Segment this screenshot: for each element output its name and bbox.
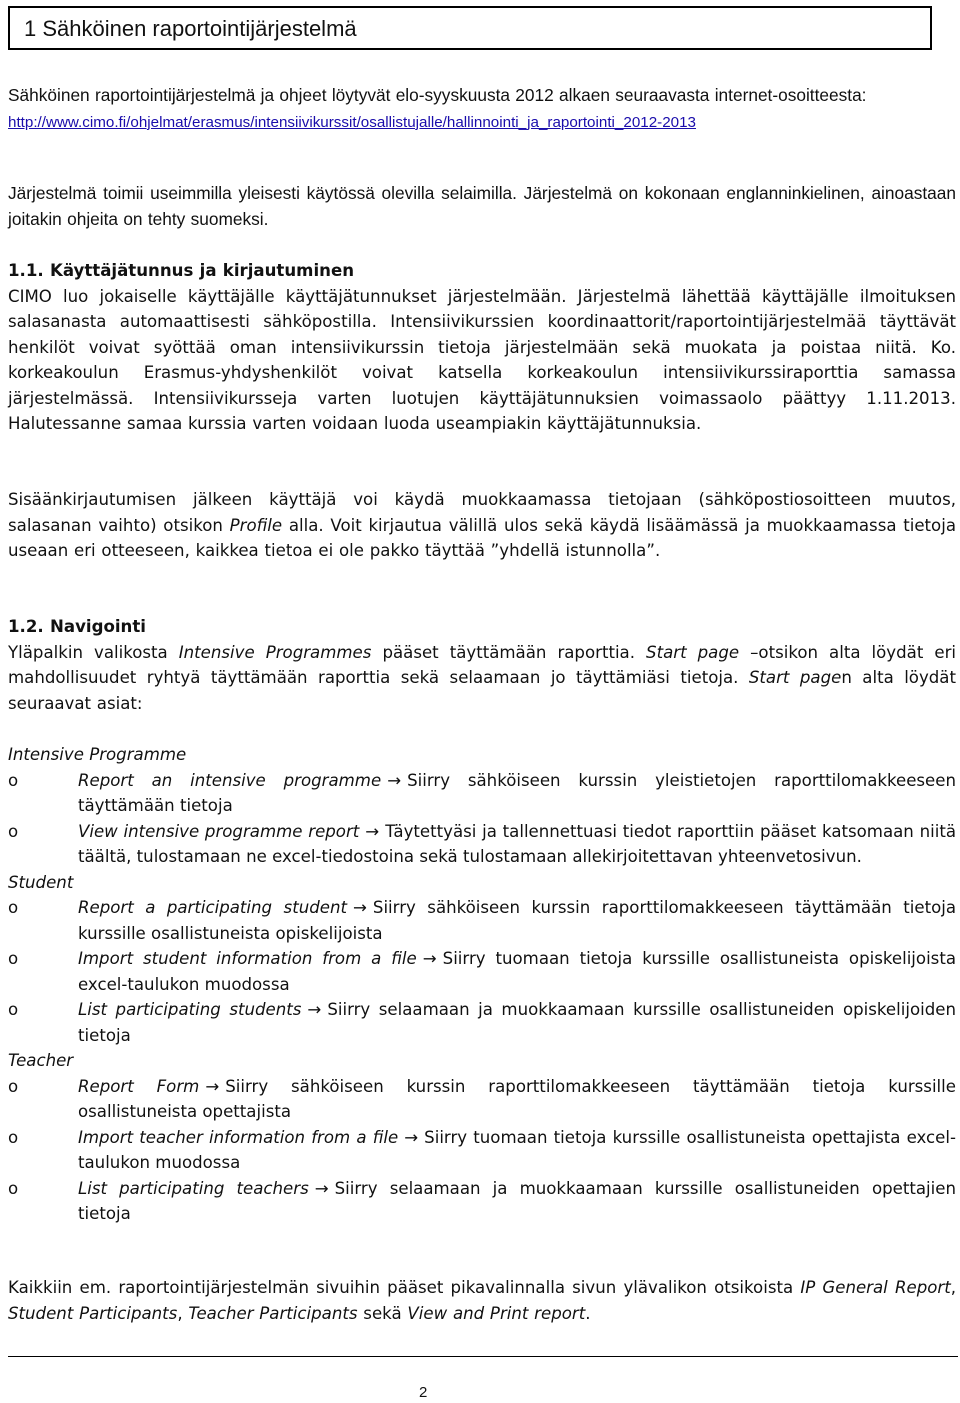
page-number: 2 <box>419 1384 428 1401</box>
list-item <box>8 946 956 997</box>
list-item <box>8 895 956 946</box>
arrow-right-icon: → <box>307 1000 322 1019</box>
menu-option-label: Report an intensive programme <box>78 770 382 790</box>
list-item <box>8 1074 956 1125</box>
browser-note: Järjestelmä toimii useimmilla yleisesti käytössä olevilla selaimilla. Järjestelmä on kokonaan englanninkielinen, ainoastaan joitakin ohjeita on tehty suomeksi. <box>8 183 956 229</box>
bullet: o <box>8 1178 19 1198</box>
chapter-heading-box <box>8 6 932 50</box>
menu-option-description: Siirry sähköiseen kurssin yleistietojen raporttilomakkeeseen täyttämään tietoja <box>78 770 956 815</box>
arrow-right-icon: → <box>205 1076 220 1096</box>
profile-term: Profile <box>229 515 283 535</box>
section-1-1 <box>8 258 956 437</box>
bullet: o <box>8 821 19 841</box>
login-paragraph: Sisäänkirjautumisen jälkeen käyttäjä voi käydä muokkaamassa tietojaan (sähköpostiosoitteen muutos, salasanan vaihto) otsikon Profile alla. Voit kirjautua välillä ulos sekä käydä lisäämässä ja muokkaamassa tietoja useaan eri otteeseen, kaikkea tietoa ei ole pakko täyttää ”yhdellä istunnolla”. <box>8 490 956 560</box>
menu-option-label: Report a participating student <box>78 898 347 917</box>
menu-option-description: Siirry selaamaan ja muokkaamaan kurssille osallistuneiden opiskelijoiden tietoja <box>78 1000 956 1045</box>
list-item <box>8 1176 956 1227</box>
menu-option-description: Täytettyäsi ja tallennettuasi tiedot raporttiin pääset katsomaan niitä täältä, tulostamaan ne excel-tiedostoina sekä tulostamaan allekirjoitettavan yhteenvetosivun. <box>78 821 956 866</box>
intro-text: Sähköinen raportointijärjestelmä ja ohjeet löytyvät elo-syyskuusta 2012 alkaen seuraavasta internet-osoitteesta: <box>8 85 867 105</box>
navigation-list <box>8 742 956 1227</box>
list-item <box>8 997 956 1048</box>
chapter-heading: 1 Sähköinen raportointijärjestelmä <box>24 16 357 41</box>
arrow-right-icon: → <box>365 821 380 841</box>
section-1-1-heading: 1.1. Käyttäjätunnus ja kirjautuminen <box>8 261 355 280</box>
menu-option-description: Siirry tuomaan tietoja kurssille osallistuneista opiskelijoista excel-taulukon muodossa <box>78 949 956 994</box>
arrow-right-icon: → <box>404 1127 419 1147</box>
menu-option-label: View intensive programme report <box>78 821 360 841</box>
closing-paragraph: Kaikkiin em. raportointijärjestelmän sivuihin pääset pikavalinnalla sivun ylävalikon otsikoista IP General Report, Student Participants, Teacher Participants sekä View and Print report. <box>8 1278 956 1323</box>
section-1-2: 1.2. Navigointi Yläpalkin valikosta Intensive Programmes pääset täyttämään raporttia. Start page –otsikon alta löydät eri mahdollisuudet ryhtyä täyttämään raporttia sekä selaamaan jo täyttämiäsi tietoja. Start pagen alta löydät seuraavat asiat: <box>8 617 957 713</box>
arrow-right-icon: → <box>387 770 402 790</box>
cimo-link[interactable]: http://www.cimo.fi/ohjelmat/erasmus/intensiivikurssit/osallistujalle/hallinnointi_ja_raportointi_2012-2013 <box>8 113 696 131</box>
arrow-right-icon: → <box>353 898 367 917</box>
arrow-right-icon: → <box>314 1178 329 1198</box>
menu-option-label: Report Form <box>78 1076 200 1096</box>
menu-option-label: List participating students <box>78 1000 302 1019</box>
menu-option-description: Siirry selaamaan ja muokkaamaan kurssille osallistuneiden opettajien tietoja <box>78 1178 956 1223</box>
menu-option-description: Siirry tuomaan tietoja kurssille osallistuneista opettajista excel-taulukon muodossa <box>78 1127 956 1172</box>
category-heading: Intensive Programme <box>8 745 187 764</box>
menu-option-label: Import student information from a file <box>78 949 417 968</box>
arrow-right-icon: → <box>422 949 437 968</box>
menu-option-label: Import teacher information from a file <box>78 1127 399 1147</box>
section-1-2-heading: 1.2. Navigointi <box>8 617 146 636</box>
bullet: o <box>8 1127 19 1147</box>
list-item <box>8 819 956 870</box>
bullet: o <box>8 898 19 917</box>
category-heading: Student <box>8 872 74 892</box>
menu-option-description: Siirry sähköiseen kurssin raporttilomakkeeseen täyttämään tietoja kurssille osallistuneista opiskelijoista <box>78 898 957 943</box>
bullet: o <box>8 1076 19 1096</box>
bullet: o <box>8 949 19 968</box>
bullet: o <box>8 1000 19 1019</box>
list-item <box>8 768 956 819</box>
menu-option-description: Siirry sähköiseen kurssin raporttilomakkeeseen täyttämään tietoja kurssille osallistuneista opettajista <box>78 1076 956 1121</box>
list-item <box>8 1125 956 1176</box>
bullet: o <box>8 770 19 790</box>
intro-paragraph <box>8 83 956 135</box>
menu-option-label: List participating teachers <box>78 1178 309 1198</box>
category-heading: Teacher <box>8 1051 74 1070</box>
footer-divider <box>8 1356 958 1357</box>
section-1-1-paragraph: CIMO luo jokaiselle käyttäjälle käyttäjätunnukset järjestelmään. Järjestelmä lähettää käyttäjälle ilmoituksen salasanasta automaattisesti sähköpostilla. Intensiivikurssien koordinaattorit/raportointijärjestelmää täyttävät henkilöt voivat syöttää oman intensiivikurssin tietoja järjestelmään sekä muokata ja poistaa niitä. Ko. korkeakoulun Erasmus-yhdyshenkilöt voivat katsella korkeakoulun intensiivikurssiraporttia samassa järjestelmässä. Intensiivikursseja varten luotujen käyttäjätunnuksien voimassaolo päättyy 1.11.2013. Halutessanne samaa kurssia varten voidaan luoda useampiakin käyttäjätunnuksia. <box>8 286 956 433</box>
